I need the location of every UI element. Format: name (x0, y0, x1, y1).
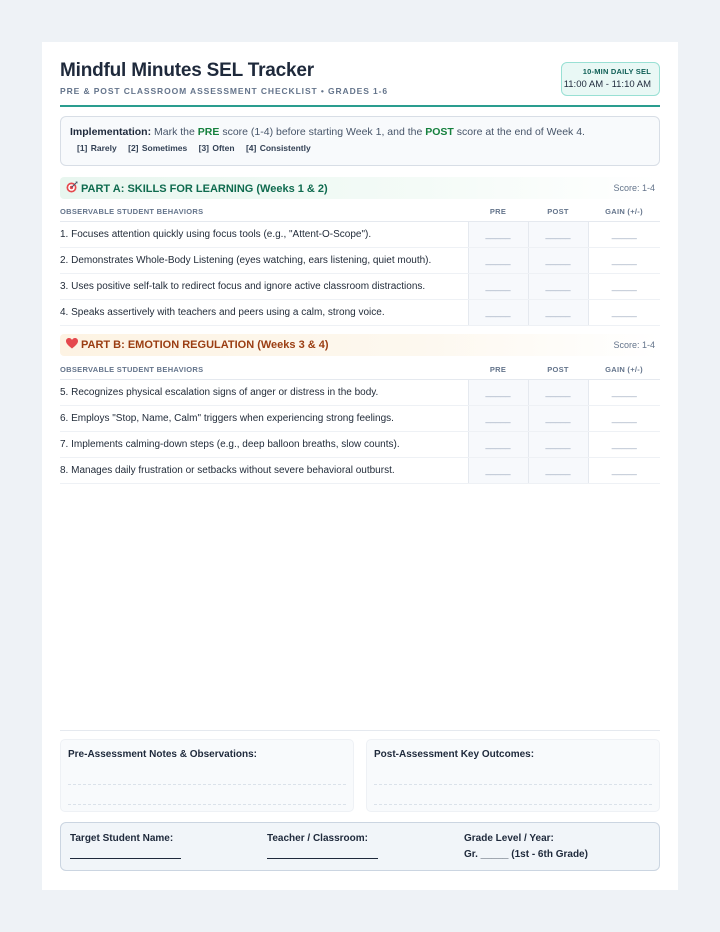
page-subtitle: PRE & POST CLASSROOM ASSESSMENT CHECKLIST • GRADES 1-6 (60, 86, 389, 96)
implementation-text-2: score (1-4) before starting Week 1, and the (222, 126, 423, 138)
behavior-text: 6. Employs "Stop, Name, Calm" triggers when experiencing strong feelings. (60, 405, 468, 431)
behavior-text: 5. Recognizes physical escalation signs of anger or distress in the body. (60, 379, 468, 405)
grade-label: Grade Level / Year: (464, 833, 554, 844)
gain-field[interactable]: _____ (588, 299, 660, 325)
gain-field[interactable]: _____ (588, 431, 660, 457)
pre-score-field[interactable]: _____ (468, 273, 528, 299)
note-line (374, 804, 652, 805)
column-gain: GAIN (+/-) (588, 202, 660, 221)
table-row (60, 299, 660, 325)
notes-divider (60, 730, 660, 731)
pre-score-field[interactable]: _____ (468, 405, 528, 431)
pre-score-field[interactable]: _____ (468, 299, 528, 325)
table-row (60, 273, 660, 299)
table-header-row (60, 202, 660, 221)
gain-field[interactable]: _____ (588, 221, 660, 247)
teacher-group (267, 833, 378, 859)
scale-item: [2] Sometimes (128, 143, 188, 153)
post-score-field[interactable]: _____ (528, 457, 588, 483)
column-pre: PRE (468, 202, 528, 221)
note-line (68, 784, 346, 785)
behavior-text: 4. Speaks assertively with teachers and peers using a calm, strong voice. (60, 299, 468, 325)
part-a-header (60, 177, 660, 199)
behavior-text: 8. Manages daily frustration or setbacks without severe behavioral outburst. (60, 457, 468, 483)
schedule-badge (561, 62, 660, 96)
implementation-text-1: Mark the (154, 126, 195, 138)
gain-field[interactable]: _____ (588, 247, 660, 273)
tracker-page (42, 42, 678, 890)
gain-field[interactable]: _____ (588, 405, 660, 431)
scale-item: [1] Rarely (77, 143, 117, 153)
post-score-field[interactable]: _____ (528, 379, 588, 405)
table-row (60, 405, 660, 431)
column-pre: PRE (468, 360, 528, 379)
note-line (68, 804, 346, 805)
pre-assessment-notes[interactable] (60, 739, 354, 812)
table-row (60, 431, 660, 457)
gain-field[interactable]: _____ (588, 273, 660, 299)
column-behavior: OBSERVABLE STUDENT BEHAVIORS (60, 202, 468, 221)
heart-icon (66, 338, 78, 351)
rating-scale (70, 143, 659, 153)
note-line (374, 784, 652, 785)
column-post: POST (528, 360, 588, 379)
teacher-label: Teacher / Classroom: (267, 833, 368, 844)
gain-field[interactable]: _____ (588, 457, 660, 483)
implementation-instructions (70, 126, 659, 138)
pre-score-field[interactable]: _____ (468, 379, 528, 405)
column-post: POST (528, 202, 588, 221)
part-a-title-text: PART A: SKILLS FOR LEARNING (Weeks 1 & 2) (81, 183, 328, 195)
page-title: Mindful Minutes SEL Tracker (60, 60, 314, 81)
implementation-label: Implementation: (70, 126, 152, 138)
student-info-footer (60, 822, 660, 871)
gain-field[interactable]: _____ (588, 379, 660, 405)
scale-item: [4] Consistently (245, 143, 311, 153)
behavior-text: 2. Demonstrates Whole-Body Listening (eyes watching, ears listening, quiet mouth). (60, 247, 468, 273)
part-b-table (60, 360, 660, 484)
table-row (60, 379, 660, 405)
behavior-text: 7. Implements calming-down steps (e.g., deep balloon breaths, slow counts). (60, 431, 468, 457)
post-keyword: POST (425, 126, 454, 138)
post-score-field[interactable]: _____ (528, 273, 588, 299)
table-row (60, 457, 660, 483)
part-a-table (60, 202, 660, 326)
column-behavior: OBSERVABLE STUDENT BEHAVIORS (60, 360, 468, 379)
student-name-label: Target Student Name: (70, 833, 174, 844)
part-b-header (60, 334, 660, 356)
post-score-field[interactable]: _____ (528, 221, 588, 247)
pre-keyword: PRE (197, 126, 220, 138)
page-header (60, 60, 660, 107)
target-icon (66, 181, 78, 195)
implementation-text-3: score at the end of Week 4. (456, 126, 585, 138)
pre-score-field[interactable]: _____ (468, 247, 528, 273)
behavior-text: 1. Focuses attention quickly using focus tools (e.g., "Attent-O-Scope"). (60, 221, 468, 247)
post-notes-label: Post-Assessment Key Outcomes: (374, 749, 535, 760)
grade-field[interactable]: Gr. _____ (1st - 6th Grade) (464, 849, 588, 860)
badge-time: 11:00 AM - 11:10 AM (563, 79, 651, 90)
student-name-field[interactable] (70, 849, 181, 859)
pre-score-field[interactable]: _____ (468, 457, 528, 483)
post-score-field[interactable]: _____ (528, 247, 588, 273)
column-gain: GAIN (+/-) (588, 360, 660, 379)
part-b-title-text: PART B: EMOTION REGULATION (Weeks 3 & 4) (81, 339, 329, 351)
badge-label: 10-MIN DAILY SEL (582, 67, 651, 76)
pre-score-field[interactable]: _____ (468, 431, 528, 457)
post-assessment-outcomes[interactable] (366, 739, 660, 812)
behavior-text: 3. Uses positive self-talk to redirect focus and ignore active classroom distractions. (60, 273, 468, 299)
scale-item: [3] Often (198, 143, 235, 153)
post-score-field[interactable]: _____ (528, 299, 588, 325)
pre-score-field[interactable]: _____ (468, 221, 528, 247)
table-header-row (60, 360, 660, 379)
grade-group (464, 833, 588, 860)
part-a-score: Score: 1-4 (613, 183, 655, 193)
implementation-box (60, 116, 660, 166)
student-name-group (70, 833, 181, 859)
part-b-title (66, 338, 329, 351)
pre-notes-label: Pre-Assessment Notes & Observations: (68, 749, 257, 760)
part-b-score: Score: 1-4 (613, 340, 655, 350)
part-a-title (66, 181, 328, 195)
table-row (60, 221, 660, 247)
teacher-field[interactable] (267, 849, 378, 859)
table-row (60, 247, 660, 273)
post-score-field[interactable]: _____ (528, 431, 588, 457)
post-score-field[interactable]: _____ (528, 405, 588, 431)
